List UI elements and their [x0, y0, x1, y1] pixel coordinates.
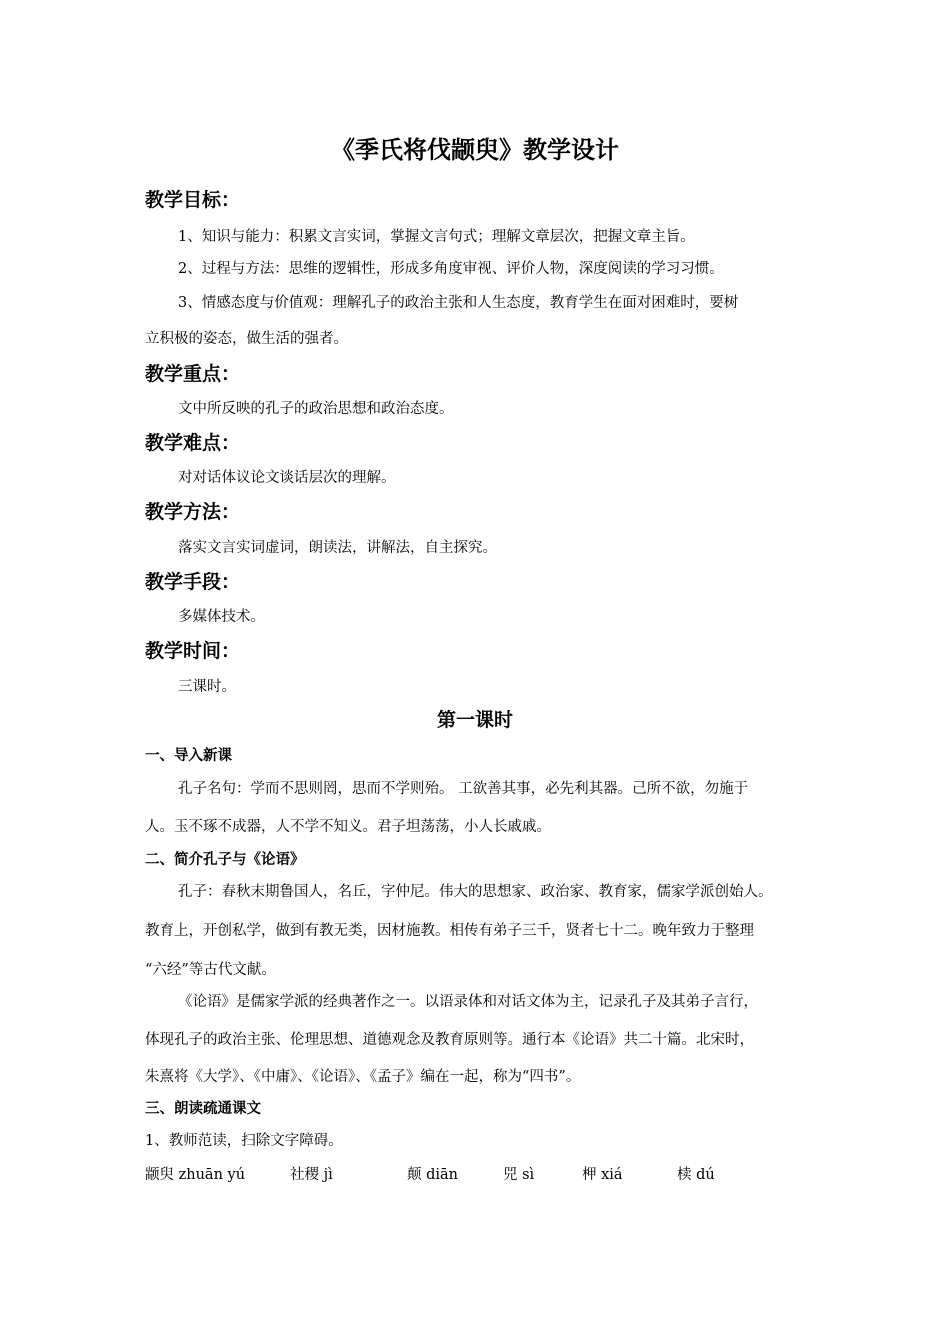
pinyin-entry: 椟 dú: [677, 1167, 715, 1183]
pinyin-entry: 柙 xiá: [582, 1167, 623, 1183]
difficulties-text: 对对话体议论文谈话层次的理解。: [178, 470, 396, 486]
document-title: 《季氏将伐颛臾》教学设计: [331, 136, 619, 164]
objective-item: 3、情感态度与价值观：理解孔子的政治主张和人生态度，教育学生在面对困难时，要树: [178, 295, 739, 311]
paragraph-line: 教育上，开创私学，做到有教无类，因材施教。相传有弟子三千，贤者七十二。晚年致力于整理: [145, 923, 754, 939]
pinyin-entry: 颠 diān: [407, 1167, 459, 1183]
paragraph-line: 朱熹将《大学》、《中庸》、《论语》、《孟子》编在一起，称为“四书”。: [145, 1069, 581, 1085]
pinyin-entry: 社稷 jì: [290, 1167, 333, 1183]
section-heading: 三、朗读疏通课文: [145, 1101, 261, 1117]
paragraph-line: 人。玉不琢不成器，人不学不知义。君子坦荡荡，小人长戚戚。: [145, 819, 551, 835]
paragraph-line: 《论语》是儒家学派的经典著作之一。以语录体和对话文体为主，记录孔子及其弟子言行，: [178, 994, 758, 1010]
key-points-heading: 教学重点：: [145, 363, 241, 385]
methods-text: 落实文言实词虚词，朗读法，讲解法，自主探究。: [178, 540, 497, 556]
means-text: 多媒体技术。: [178, 609, 265, 625]
paragraph-line: 孔子：春秋末期鲁国人，名丘，字仲尼。伟大的思想家、政治家、教育家，儒家学派创始人。: [178, 884, 773, 900]
methods-heading: 教学方法：: [145, 501, 241, 523]
section-heading: 二、简介孔子与《论语》: [145, 852, 305, 868]
pinyin-entry: 兕 sì: [503, 1167, 535, 1183]
time-text: 三课时。: [178, 679, 236, 695]
objective-item: 1、知识与能力：积累文言实词，掌握文言句式；理解文章层次，把握文章主旨。: [178, 229, 695, 245]
lesson-title: 第一课时: [436, 709, 513, 731]
objective-item: 立积极的姿态，做生活的强者。: [145, 331, 348, 347]
paragraph-line: “六经”等古代文献。: [145, 962, 276, 978]
objectives-heading: 教学目标：: [145, 189, 241, 211]
step-line: 1、教师范读，扫除文字障碍。: [145, 1133, 343, 1149]
paragraph-line: 体现孔子的政治主张、伦理思想、道德观念及教育原则等。通行本《论语》共二十篇。北宋时，: [145, 1032, 754, 1048]
means-heading: 教学手段：: [145, 571, 241, 593]
time-heading: 教学时间：: [145, 640, 241, 662]
objective-item: 2、过程与方法：思维的逻辑性，形成多角度审视、评价人物，深度阅读的学习习惯。: [178, 261, 724, 277]
key-points-text: 文中所反映的孔子的政治思想和政治态度。: [178, 401, 454, 417]
section-heading: 一、导入新课: [145, 748, 232, 764]
paragraph-line: 孔子名句：学而不思则罔，思而不学则殆。 工欲善其事，必先利其器。己所不欲，勿施于: [178, 781, 749, 797]
difficulties-heading: 教学难点：: [145, 432, 241, 454]
pinyin-entry: 颛臾 zhuān yú: [145, 1167, 246, 1183]
